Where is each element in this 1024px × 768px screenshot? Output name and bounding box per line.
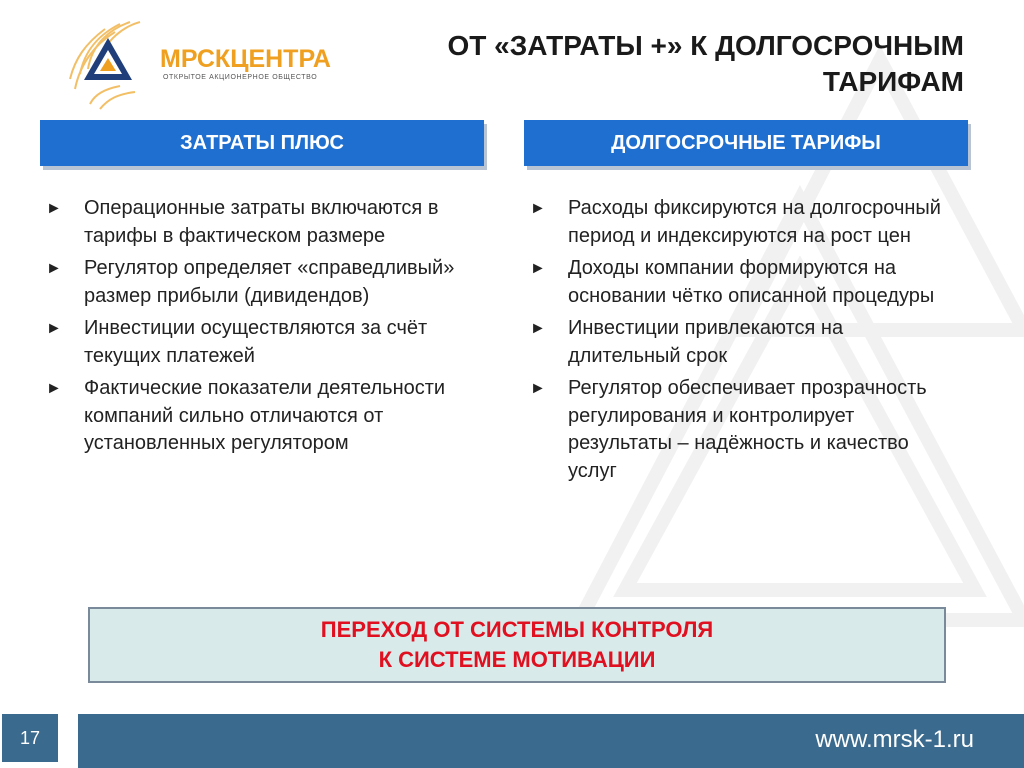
bullet-arrow-icon: ► bbox=[46, 260, 62, 277]
list-item bbox=[528, 315, 958, 370]
title-line-1: ОТ «ЗАТРАТЫ +» К ДОЛГОСРОЧНЫМ bbox=[447, 30, 964, 61]
list-item-text: Регулятор обеспечивает прозрачность регулирования и контролирует результаты – надёжность и качество услуг bbox=[568, 377, 927, 482]
bullet-arrow-icon: ► bbox=[46, 380, 62, 397]
list-item bbox=[44, 375, 464, 458]
list-item bbox=[44, 195, 464, 250]
list-item-text: Инвестиции осуществляются за счёт текущих платежей bbox=[84, 317, 428, 367]
right-column-heading: ДОЛГОСРОЧНЫЕ ТАРИФЫ bbox=[524, 120, 968, 166]
company-logo bbox=[60, 14, 331, 114]
list-item bbox=[528, 195, 958, 250]
page-number: 17 bbox=[2, 714, 58, 762]
bullet-arrow-icon: ► bbox=[530, 260, 546, 277]
list-item-text: Расходы фиксируются на долгосрочный период и индексируются на рост цен bbox=[568, 197, 941, 247]
list-item bbox=[44, 255, 464, 310]
list-item-text: Инвестиции привлекаются на длительный срок bbox=[568, 317, 844, 367]
right-column-list bbox=[528, 195, 958, 490]
logo-subtitle: ОТКРЫТОЕ АКЦИОНЕРНОЕ ОБЩЕСТВО bbox=[163, 74, 318, 81]
motto-box bbox=[88, 607, 946, 683]
bullet-arrow-icon: ► bbox=[530, 320, 546, 337]
page-title bbox=[404, 28, 964, 100]
list-item-text: Доходы компании формируются на основании чётко описанной процедуры bbox=[568, 257, 935, 307]
bullet-arrow-icon: ► bbox=[46, 200, 62, 217]
footer-url: www.mrsk-1.ru bbox=[815, 726, 974, 753]
list-item-text: Операционные затраты включаются в тарифы в фактическом размере bbox=[84, 197, 439, 247]
bullet-arrow-icon: ► bbox=[46, 320, 62, 337]
footer-bar bbox=[78, 714, 1024, 768]
motto-line-1: ПЕРЕХОД ОТ СИСТЕМЫ КОНТРОЛЯ bbox=[320, 617, 714, 642]
bullet-arrow-icon: ► bbox=[530, 380, 546, 397]
list-item bbox=[528, 375, 958, 485]
bullet-arrow-icon: ► bbox=[530, 200, 546, 217]
title-line-2: ТАРИФАМ bbox=[822, 66, 964, 97]
list-item bbox=[528, 255, 958, 310]
left-column-heading: ЗАТРАТЫ ПЛЮС bbox=[40, 120, 484, 166]
motto-line-2: К СИСТЕМЕ МОТИВАЦИИ bbox=[378, 647, 656, 672]
logo-name: МРСКЦЕНТРА bbox=[160, 45, 331, 73]
left-column-list bbox=[44, 195, 464, 463]
list-item-text: Фактические показатели деятельности компаний сильно отличаются от установленных регулятором bbox=[84, 377, 446, 454]
list-item bbox=[44, 315, 464, 370]
list-item-text: Регулятор определяет «справедливый» размер прибыли (дивидендов) bbox=[84, 257, 455, 307]
